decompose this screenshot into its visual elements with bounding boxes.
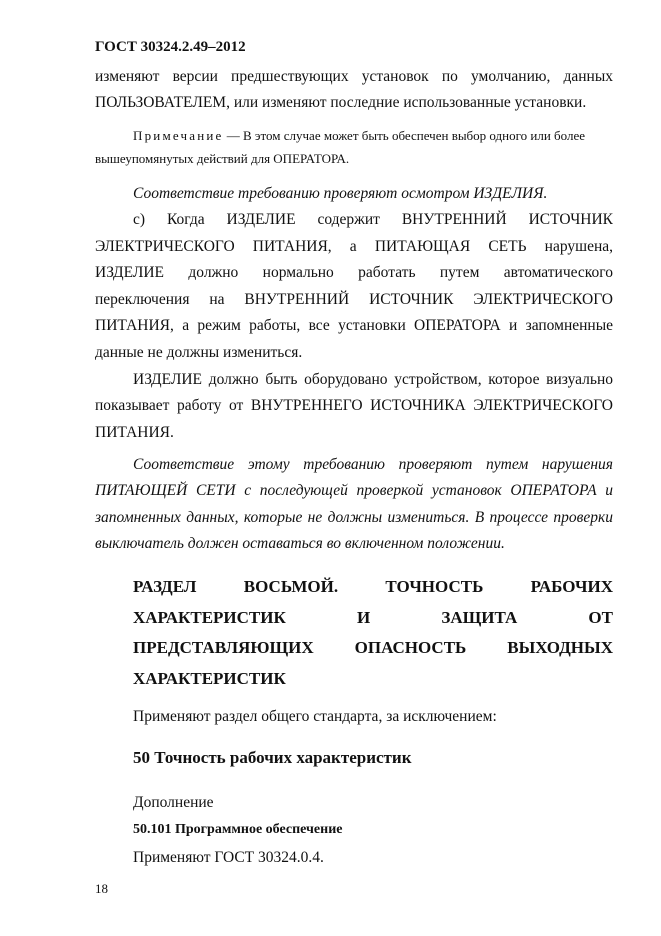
p4-line-1: ИЗДЕЛИЕ должно быть оборудовано устройством, которое визуально: [133, 371, 613, 388]
clause-50-heading: 50 Точность рабочих характеристик: [133, 748, 412, 767]
note-text: — В этом случае может быть обеспечен выбор одного или более: [223, 128, 586, 143]
p5-line-2: ПИТАЮЩЕЙ СЕТИ с последующей проверкой установок ОПЕРАТОРА и: [95, 482, 613, 499]
note-label: Примечание: [133, 128, 224, 143]
p5-line-3: запомненных данных, которые не должны измениться. В процессе проверки: [95, 509, 613, 526]
section-line-2: ХАРАКТЕРИСТИК И ЗАЩИТА ОТ: [133, 607, 613, 627]
p3-line-5: ПИТАНИЯ, а режим работы, все установки ОПЕРАТОРА и запомненные: [95, 317, 613, 334]
note-line-2: вышеупомянутых действий для ОПЕРАТОРА.: [95, 151, 350, 166]
apply-general-standard: Применяют раздел общего стандарта, за исключением:: [133, 708, 497, 725]
addition-label: Дополнение: [133, 794, 214, 811]
p1-line-2: ПОЛЬЗОВАТЕЛЕМ, или изменяют последние использованные установки.: [95, 94, 587, 111]
page-number: 18: [95, 881, 108, 896]
section-line-3: ПРЕДСТАВЛЯЮЩИХ ОПАСНОСТЬ ВЫХОДНЫХ: [133, 638, 613, 657]
p3-line-1: с) Когда ИЗДЕЛИЕ содержит ВНУТРЕННИЙ ИСТОЧНИК: [133, 211, 613, 228]
p2-compliance: Соответствие требованию проверяют осмотром ИЗДЕЛИЯ.: [133, 185, 548, 202]
note-line-1: [95, 124, 613, 147]
p3-line-3: ИЗДЕЛИЕ должно нормально работать путем автоматического: [95, 264, 613, 281]
p3-line-6: данные не должны измениться.: [95, 344, 303, 361]
p4-line-3: ПИТАНИЯ.: [95, 424, 174, 441]
p4-line-2: показывает работу от ВНУТРЕННЕГО ИСТОЧНИКА ЭЛЕКТРИЧЕСКОГО: [95, 397, 613, 414]
section-line-4: ХАРАКТЕРИСТИК: [133, 668, 286, 688]
p1-line-1: изменяют версии предшествующих установок по умолчанию, данных: [95, 68, 613, 85]
p3-line-2: ЭЛЕКТРИЧЕСКОГО ПИТАНИЯ, а ПИТАЮЩАЯ СЕТЬ нарушена,: [95, 238, 613, 255]
section-line-1: РАЗДЕЛ ВОСЬМОЙ. ТОЧНОСТЬ РАБОЧИХ: [133, 577, 613, 596]
p3-line-4: переключения на ВНУТРЕННИЙ ИСТОЧНИК ЭЛЕКТРИЧЕСКОГО: [95, 291, 613, 308]
p5-line-1: Соответствие этому требованию проверяют путем нарушения: [133, 456, 613, 473]
p5-line-4: выключатель должен оставаться во включенном положении.: [95, 535, 505, 552]
section-eight-heading: [133, 572, 613, 694]
apply-gost: Применяют ГОСТ 30324.0.4.: [133, 849, 324, 866]
document-header: ГОСТ 30324.2.49–2012: [95, 39, 246, 55]
clause-50101-heading: 50.101 Программное обеспечение: [133, 822, 343, 837]
